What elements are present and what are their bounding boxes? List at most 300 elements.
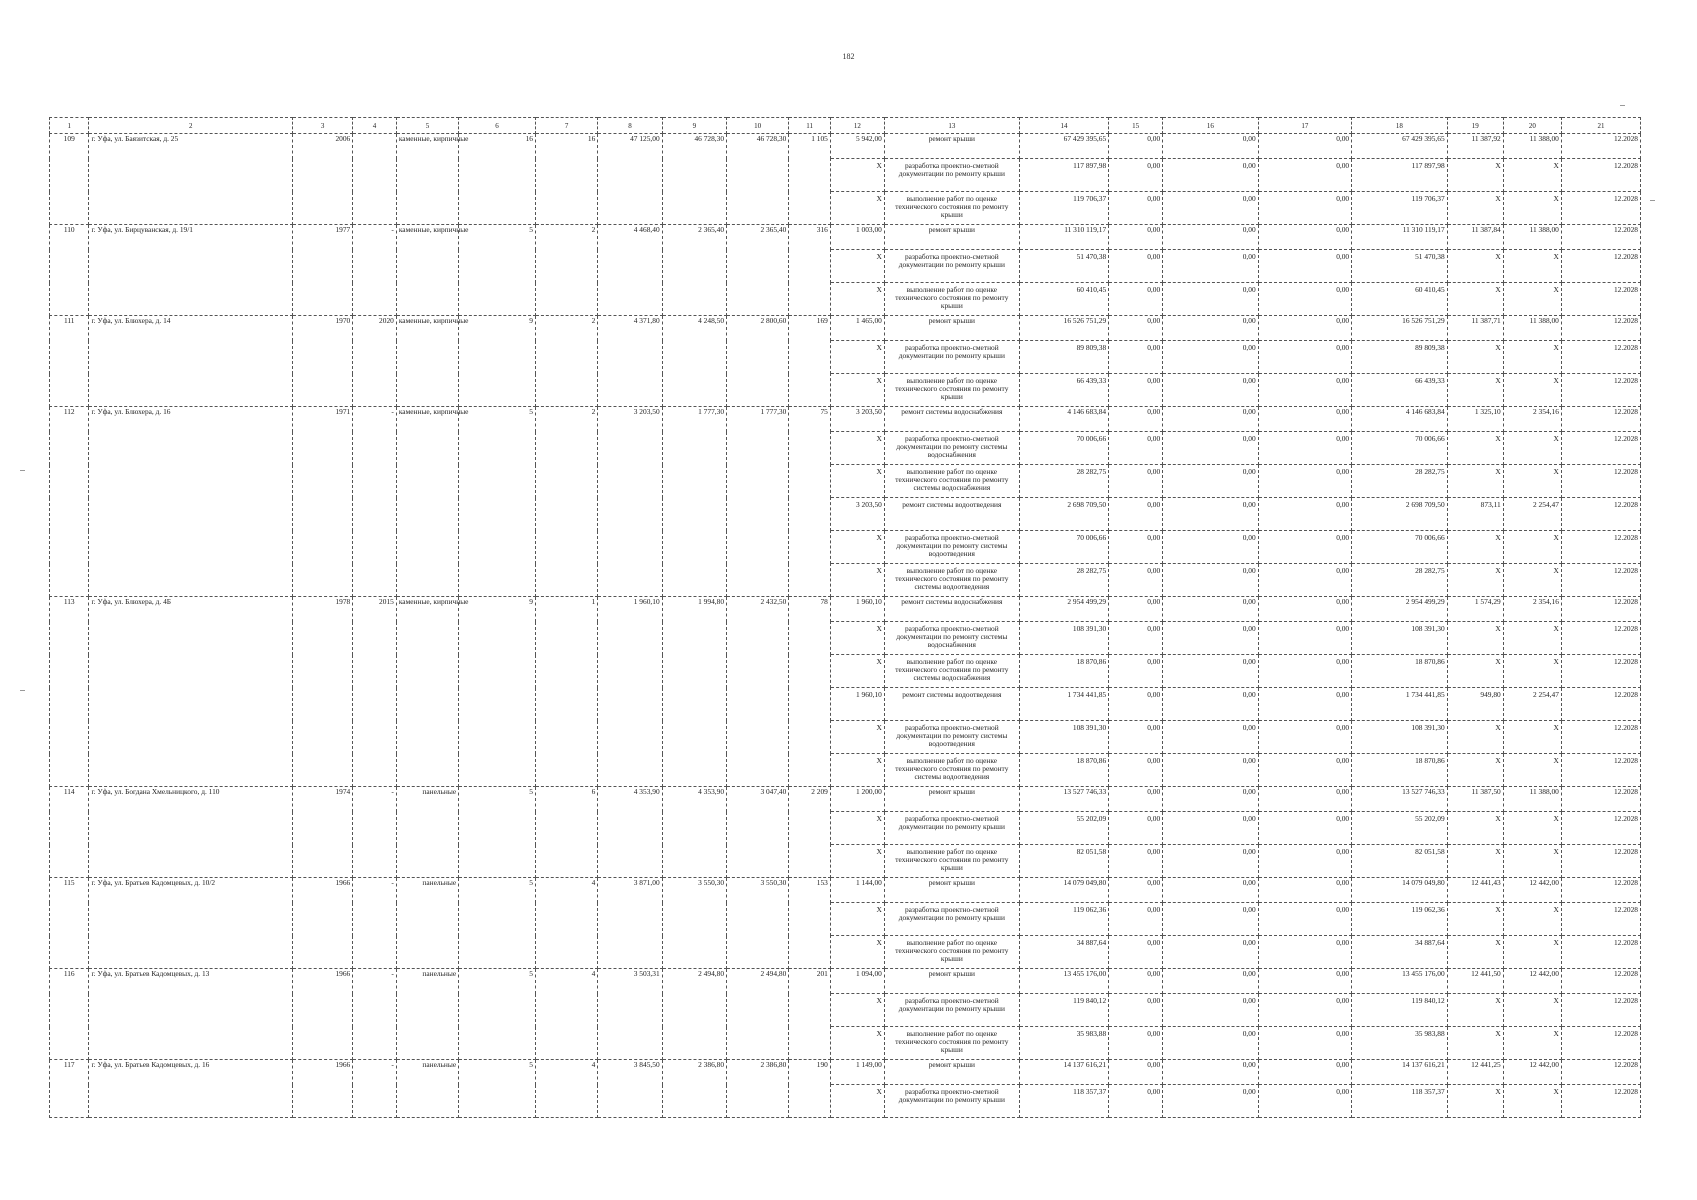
house-number: 117 — [50, 1060, 89, 1118]
cost-owners: 119 062,36 — [1352, 903, 1448, 936]
cost-regional: 0,00 — [1163, 1085, 1259, 1118]
floors-count: 16 — [459, 134, 536, 225]
cost-owners: 89 809,38 — [1352, 341, 1448, 374]
unit-cost: 12 441,50 — [1447, 969, 1503, 994]
cost-total: 119 706,37 — [1019, 192, 1108, 225]
cost-owners: 51 470,38 — [1352, 250, 1448, 283]
cost-total: 119 062,36 — [1019, 903, 1108, 936]
work-name: ремонт крыши — [884, 969, 1019, 994]
residents-count: 78 — [789, 597, 831, 787]
column-header-12: 12 — [830, 118, 884, 134]
cost-regional: 0,00 — [1163, 498, 1259, 531]
cost-owners: 14 079 049,80 — [1352, 878, 1448, 903]
column-header-15: 15 — [1109, 118, 1163, 134]
unit-cost-limit: 11 388,00 — [1503, 134, 1561, 159]
unit-cost-limit: X — [1503, 622, 1561, 655]
work-volume: 1 960,10 — [830, 597, 884, 622]
unit-cost-limit: X — [1503, 283, 1561, 316]
cost-regional: 0,00 — [1163, 531, 1259, 564]
cost-local: 0,00 — [1258, 597, 1351, 622]
house-address: г. Уфа, ул. Баязитская, д. 25 — [89, 134, 293, 225]
cost-regional: 0,00 — [1163, 225, 1259, 250]
cost-total: 89 809,38 — [1019, 341, 1108, 374]
page-number: 182 — [842, 52, 855, 61]
work-name: выполнение работ по оценке технического состояния по ремонту крыши — [884, 283, 1019, 316]
completion-date: 12.2028 — [1561, 192, 1640, 225]
year-overhaul: - — [353, 969, 397, 1060]
area-living: 4 353,90 — [662, 787, 726, 878]
unit-cost: 11 387,71 — [1447, 316, 1503, 341]
work-name: ремонт крыши — [884, 134, 1019, 159]
work-name: ремонт системы водоснабжения — [884, 407, 1019, 432]
cost-total: 70 006,66 — [1019, 432, 1108, 465]
entrances-count: 16 — [535, 134, 597, 225]
cost-local: 0,00 — [1258, 531, 1351, 564]
cost-total: 34 887,64 — [1019, 936, 1108, 969]
cost-local: 0,00 — [1258, 1027, 1351, 1060]
cost-total: 1 734 441,85 — [1019, 688, 1108, 721]
unit-cost: 11 387,92 — [1447, 134, 1503, 159]
work-volume: 1 094,00 — [830, 969, 884, 994]
cost-federal: 0,00 — [1109, 1027, 1163, 1060]
table-row — [50, 787, 1641, 812]
wall-material: каменные, кирпичные — [396, 225, 458, 316]
cost-owners: 117 897,98 — [1352, 159, 1448, 192]
unit-cost-limit: X — [1503, 1027, 1561, 1060]
unit-cost: X — [1447, 903, 1503, 936]
cost-federal: 0,00 — [1109, 341, 1163, 374]
work-name: выполнение работ по оценке технического состояния по ремонту крыши — [884, 845, 1019, 878]
completion-date: 12.2028 — [1561, 754, 1640, 787]
unit-cost-limit: X — [1503, 994, 1561, 1027]
unit-cost-limit: 11 388,00 — [1503, 225, 1561, 250]
work-volume: X — [830, 531, 884, 564]
cost-total: 118 357,37 — [1019, 1085, 1108, 1118]
unit-cost: 12 441,43 — [1447, 878, 1503, 903]
work-name: ремонт системы водоотведения — [884, 688, 1019, 721]
completion-date: 12.2028 — [1561, 655, 1640, 688]
cost-owners: 82 051,58 — [1352, 845, 1448, 878]
unit-cost: 12 441,25 — [1447, 1060, 1503, 1085]
column-header-19: 19 — [1447, 118, 1503, 134]
cost-local: 0,00 — [1258, 994, 1351, 1027]
work-name: выполнение работ по оценке технического состояния по ремонту крыши — [884, 1027, 1019, 1060]
entrances-count: 2 — [535, 316, 597, 407]
year-overhaul: 2020 — [353, 316, 397, 407]
cost-regional: 0,00 — [1163, 845, 1259, 878]
cost-federal: 0,00 — [1109, 936, 1163, 969]
floors-count: 9 — [459, 597, 536, 787]
area-total: 47 125,00 — [598, 134, 662, 225]
area-owned: 2 800,60 — [727, 316, 789, 407]
cost-owners: 2 698 709,50 — [1352, 498, 1448, 531]
cost-owners: 4 146 683,84 — [1352, 407, 1448, 432]
cost-total: 2 698 709,50 — [1019, 498, 1108, 531]
cost-owners: 34 887,64 — [1352, 936, 1448, 969]
completion-date: 12.2028 — [1561, 159, 1640, 192]
cost-regional: 0,00 — [1163, 159, 1259, 192]
cost-regional: 0,00 — [1163, 994, 1259, 1027]
completion-date: 12.2028 — [1561, 845, 1640, 878]
table-row — [50, 878, 1641, 903]
area-total: 3 845,50 — [598, 1060, 662, 1118]
area-total: 3 871,00 — [598, 878, 662, 969]
work-name: разработка проектно-сметной документации по ремонту крыши — [884, 812, 1019, 845]
cost-owners: 70 006,66 — [1352, 432, 1448, 465]
cost-local: 0,00 — [1258, 936, 1351, 969]
cost-total: 119 840,12 — [1019, 994, 1108, 1027]
cost-regional: 0,00 — [1163, 564, 1259, 597]
cost-federal: 0,00 — [1109, 283, 1163, 316]
cost-federal: 0,00 — [1109, 721, 1163, 754]
cost-local: 0,00 — [1258, 250, 1351, 283]
cost-local: 0,00 — [1258, 432, 1351, 465]
house-address: г. Уфа, ул. Богдана Хмельницкого, д. 110 — [89, 787, 293, 878]
unit-cost: 873,11 — [1447, 498, 1503, 531]
table-row — [50, 407, 1641, 432]
area-total: 1 960,10 — [598, 597, 662, 787]
cost-total: 108 391,30 — [1019, 721, 1108, 754]
work-name: разработка проектно-сметной документации по ремонту крыши — [884, 341, 1019, 374]
unit-cost: X — [1447, 374, 1503, 407]
cost-federal: 0,00 — [1109, 531, 1163, 564]
completion-date: 12.2028 — [1561, 688, 1640, 721]
work-volume: X — [830, 812, 884, 845]
area-total: 3 503,31 — [598, 969, 662, 1060]
cost-owners: 16 526 751,29 — [1352, 316, 1448, 341]
column-header-11: 11 — [789, 118, 831, 134]
work-name: выполнение работ по оценке технического состояния по ремонту системы водоснабжения — [884, 655, 1019, 688]
cost-regional: 0,00 — [1163, 192, 1259, 225]
residents-count: 75 — [789, 407, 831, 597]
cost-federal: 0,00 — [1109, 374, 1163, 407]
house-address: г. Уфа, ул. Блюхера, д. 14 — [89, 316, 293, 407]
completion-date: 12.2028 — [1561, 465, 1640, 498]
cost-owners: 18 870,86 — [1352, 655, 1448, 688]
unit-cost: X — [1447, 1085, 1503, 1118]
entrances-count: 6 — [535, 787, 597, 878]
entrances-count: 4 — [535, 969, 597, 1060]
cost-total: 28 282,75 — [1019, 465, 1108, 498]
cost-federal: 0,00 — [1109, 655, 1163, 688]
unit-cost-limit: X — [1503, 531, 1561, 564]
unit-cost: X — [1447, 531, 1503, 564]
area-living: 3 550,30 — [662, 878, 726, 969]
cost-owners: 55 202,09 — [1352, 812, 1448, 845]
area-living: 1 994,80 — [662, 597, 726, 787]
cost-federal: 0,00 — [1109, 407, 1163, 432]
table-row — [50, 597, 1641, 622]
unit-cost: 1 574,29 — [1447, 597, 1503, 622]
completion-date: 12.2028 — [1561, 374, 1640, 407]
house-number: 109 — [50, 134, 89, 225]
cost-regional: 0,00 — [1163, 936, 1259, 969]
area-total: 3 203,50 — [598, 407, 662, 597]
work-volume: 3 203,50 — [830, 498, 884, 531]
wall-material: панельные — [396, 1060, 458, 1118]
work-volume: X — [830, 159, 884, 192]
year-overhaul: - — [353, 787, 397, 878]
completion-date: 12.2028 — [1561, 936, 1640, 969]
overhaul-plan-table — [49, 117, 1641, 1118]
unit-cost: 11 387,50 — [1447, 787, 1503, 812]
cost-total: 13 455 176,00 — [1019, 969, 1108, 994]
unit-cost: 11 387,84 — [1447, 225, 1503, 250]
unit-cost: X — [1447, 465, 1503, 498]
work-name: выполнение работ по оценке технического состояния по ремонту крыши — [884, 936, 1019, 969]
cost-local: 0,00 — [1258, 465, 1351, 498]
cost-federal: 0,00 — [1109, 969, 1163, 994]
work-volume: X — [830, 192, 884, 225]
work-name: разработка проектно-сметной документации по ремонту крыши — [884, 1085, 1019, 1118]
cost-local: 0,00 — [1258, 721, 1351, 754]
cost-regional: 0,00 — [1163, 622, 1259, 655]
year-built: 2006 — [293, 134, 353, 225]
cost-federal: 0,00 — [1109, 787, 1163, 812]
completion-date: 12.2028 — [1561, 225, 1640, 250]
unit-cost: X — [1447, 250, 1503, 283]
entrances-count: 2 — [535, 407, 597, 597]
wall-material: каменные, кирпичные — [396, 316, 458, 407]
completion-date: 12.2028 — [1561, 250, 1640, 283]
house-number: 115 — [50, 878, 89, 969]
unit-cost-limit: 2 354,16 — [1503, 407, 1561, 432]
unit-cost-limit: X — [1503, 655, 1561, 688]
cost-owners: 70 006,66 — [1352, 531, 1448, 564]
work-name: разработка проектно-сметной документации по ремонту системы водоснабжения — [884, 432, 1019, 465]
work-name: выполнение работ по оценке технического состояния по ремонту системы водоснабжения — [884, 465, 1019, 498]
cost-federal: 0,00 — [1109, 994, 1163, 1027]
area-living: 2 386,80 — [662, 1060, 726, 1118]
unit-cost-limit: X — [1503, 564, 1561, 597]
cost-regional: 0,00 — [1163, 316, 1259, 341]
work-name: разработка проектно-сметной документации по ремонту системы водоснабжения — [884, 622, 1019, 655]
wall-material: каменные, кирпичные — [396, 134, 458, 225]
area-owned: 2 386,80 — [727, 1060, 789, 1118]
unit-cost: X — [1447, 341, 1503, 374]
floors-count: 5 — [459, 225, 536, 316]
work-volume: X — [830, 845, 884, 878]
table-row — [50, 134, 1641, 159]
area-living: 4 248,50 — [662, 316, 726, 407]
unit-cost-limit: 11 388,00 — [1503, 787, 1561, 812]
work-volume: X — [830, 936, 884, 969]
cost-local: 0,00 — [1258, 283, 1351, 316]
cost-federal: 0,00 — [1109, 465, 1163, 498]
cost-owners: 119 840,12 — [1352, 994, 1448, 1027]
floors-count: 5 — [459, 1060, 536, 1118]
year-built: 1966 — [293, 969, 353, 1060]
work-volume: X — [830, 374, 884, 407]
unit-cost-limit: 2 254,47 — [1503, 498, 1561, 531]
cost-total: 16 526 751,29 — [1019, 316, 1108, 341]
cost-federal: 0,00 — [1109, 564, 1163, 597]
year-built: 1974 — [293, 787, 353, 878]
column-header-20: 20 — [1503, 118, 1561, 134]
cost-owners: 13 527 746,33 — [1352, 787, 1448, 812]
year-built: 1977 — [293, 225, 353, 316]
column-header-13: 13 — [884, 118, 1019, 134]
entrances-count: 4 — [535, 1060, 597, 1118]
unit-cost-limit: X — [1503, 192, 1561, 225]
area-owned: 2 432,50 — [727, 597, 789, 787]
scan-edge-mark — [1620, 105, 1625, 106]
work-volume: 1 144,00 — [830, 878, 884, 903]
area-living: 1 777,30 — [662, 407, 726, 597]
floors-count: 5 — [459, 878, 536, 969]
unit-cost: X — [1447, 845, 1503, 878]
unit-cost-limit: X — [1503, 721, 1561, 754]
unit-cost: X — [1447, 812, 1503, 845]
completion-date: 12.2028 — [1561, 1085, 1640, 1118]
work-volume: X — [830, 1085, 884, 1118]
work-volume: X — [830, 283, 884, 316]
cost-federal: 0,00 — [1109, 597, 1163, 622]
completion-date: 12.2028 — [1561, 903, 1640, 936]
unit-cost: 949,80 — [1447, 688, 1503, 721]
cost-local: 0,00 — [1258, 316, 1351, 341]
work-name: ремонт системы водоотведения — [884, 498, 1019, 531]
entrances-count: 2 — [535, 225, 597, 316]
work-volume: 3 203,50 — [830, 407, 884, 432]
entrances-count: 1 — [535, 597, 597, 787]
house-address: г. Уфа, ул. Блюхера, д. 16 — [89, 407, 293, 597]
unit-cost-limit: X — [1503, 845, 1561, 878]
wall-material: панельные — [396, 878, 458, 969]
cost-owners: 18 870,86 — [1352, 754, 1448, 787]
work-name: разработка проектно-сметной документации по ремонту системы водоотведения — [884, 721, 1019, 754]
cost-total: 108 391,30 — [1019, 622, 1108, 655]
unit-cost-limit: X — [1503, 250, 1561, 283]
scan-edge-mark — [20, 690, 25, 691]
unit-cost-limit: 12 442,00 — [1503, 878, 1561, 903]
cost-owners: 1 734 441,85 — [1352, 688, 1448, 721]
cost-local: 0,00 — [1258, 192, 1351, 225]
cost-owners: 60 410,45 — [1352, 283, 1448, 316]
residents-count: 153 — [789, 878, 831, 969]
column-header-9: 9 — [662, 118, 726, 134]
work-name: ремонт крыши — [884, 316, 1019, 341]
column-header-7: 7 — [535, 118, 597, 134]
cost-federal: 0,00 — [1109, 878, 1163, 903]
completion-date: 12.2028 — [1561, 994, 1640, 1027]
cost-total: 13 527 746,33 — [1019, 787, 1108, 812]
cost-federal: 0,00 — [1109, 192, 1163, 225]
cost-total: 67 429 395,65 — [1019, 134, 1108, 159]
house-address: г. Уфа, ул. Бирцуванская, д. 19/1 — [89, 225, 293, 316]
cost-local: 0,00 — [1258, 655, 1351, 688]
house-number: 116 — [50, 969, 89, 1060]
cost-regional: 0,00 — [1163, 283, 1259, 316]
residents-count: 316 — [789, 225, 831, 316]
unit-cost: X — [1447, 936, 1503, 969]
completion-date: 12.2028 — [1561, 531, 1640, 564]
completion-date: 12.2028 — [1561, 341, 1640, 374]
column-header-5: 5 — [396, 118, 458, 134]
cost-local: 0,00 — [1258, 1085, 1351, 1118]
unit-cost: X — [1447, 283, 1503, 316]
table-row — [50, 1060, 1641, 1085]
house-address: г. Уфа, ул. Блюхера, д. 4Б — [89, 597, 293, 787]
area-total: 4 353,90 — [598, 787, 662, 878]
unit-cost-limit: X — [1503, 374, 1561, 407]
work-name: ремонт крыши — [884, 1060, 1019, 1085]
work-name: разработка проектно-сметной документации по ремонту системы водоотведения — [884, 531, 1019, 564]
cost-federal: 0,00 — [1109, 754, 1163, 787]
floors-count: 5 — [459, 969, 536, 1060]
cost-federal: 0,00 — [1109, 498, 1163, 531]
cost-local: 0,00 — [1258, 845, 1351, 878]
work-volume: 1 149,00 — [830, 1060, 884, 1085]
cost-local: 0,00 — [1258, 341, 1351, 374]
unit-cost: X — [1447, 754, 1503, 787]
scan-edge-mark — [1650, 200, 1655, 201]
cost-local: 0,00 — [1258, 622, 1351, 655]
cost-regional: 0,00 — [1163, 812, 1259, 845]
completion-date: 12.2028 — [1561, 812, 1640, 845]
cost-total: 55 202,09 — [1019, 812, 1108, 845]
work-volume: 1 200,00 — [830, 787, 884, 812]
column-header-3: 3 — [293, 118, 353, 134]
work-name: выполнение работ по оценке технического состояния по ремонту системы водоотведения — [884, 754, 1019, 787]
house-number: 113 — [50, 597, 89, 787]
work-volume: X — [830, 655, 884, 688]
work-name: разработка проектно-сметной документации по ремонту крыши — [884, 250, 1019, 283]
cost-regional: 0,00 — [1163, 597, 1259, 622]
cost-local: 0,00 — [1258, 903, 1351, 936]
house-number: 114 — [50, 787, 89, 878]
entrances-count: 4 — [535, 878, 597, 969]
work-name: ремонт крыши — [884, 225, 1019, 250]
register-sheet — [49, 117, 1641, 1104]
area-owned: 2 365,40 — [727, 225, 789, 316]
cost-owners: 2 954 499,29 — [1352, 597, 1448, 622]
cost-federal: 0,00 — [1109, 134, 1163, 159]
work-volume: 1 465,00 — [830, 316, 884, 341]
work-name: выполнение работ по оценке технического состояния по ремонту крыши — [884, 192, 1019, 225]
unit-cost: X — [1447, 721, 1503, 754]
cost-owners: 35 983,88 — [1352, 1027, 1448, 1060]
cost-total: 70 006,66 — [1019, 531, 1108, 564]
year-overhaul: - — [353, 407, 397, 597]
column-header-10: 10 — [727, 118, 789, 134]
table-row — [50, 225, 1641, 250]
year-overhaul — [353, 134, 397, 225]
residents-count: 201 — [789, 969, 831, 1060]
work-name: ремонт крыши — [884, 787, 1019, 812]
cost-local: 0,00 — [1258, 812, 1351, 845]
unit-cost-limit: 11 388,00 — [1503, 316, 1561, 341]
cost-local: 0,00 — [1258, 374, 1351, 407]
area-owned: 3 047,40 — [727, 787, 789, 878]
area-living: 2 494,80 — [662, 969, 726, 1060]
area-owned: 2 494,80 — [727, 969, 789, 1060]
house-number: 111 — [50, 316, 89, 407]
unit-cost-limit: X — [1503, 465, 1561, 498]
unit-cost: X — [1447, 994, 1503, 1027]
cost-federal: 0,00 — [1109, 622, 1163, 655]
cost-owners: 28 282,75 — [1352, 564, 1448, 597]
work-volume: X — [830, 432, 884, 465]
cost-local: 0,00 — [1258, 134, 1351, 159]
residents-count: 1 105 — [789, 134, 831, 225]
cost-owners: 28 282,75 — [1352, 465, 1448, 498]
cost-regional: 0,00 — [1163, 465, 1259, 498]
unit-cost: X — [1447, 564, 1503, 597]
house-number: 112 — [50, 407, 89, 597]
wall-material: панельные — [396, 969, 458, 1060]
house-address: г. Уфа, ул. Братьев Кадомцевых, д. 13 — [89, 969, 293, 1060]
